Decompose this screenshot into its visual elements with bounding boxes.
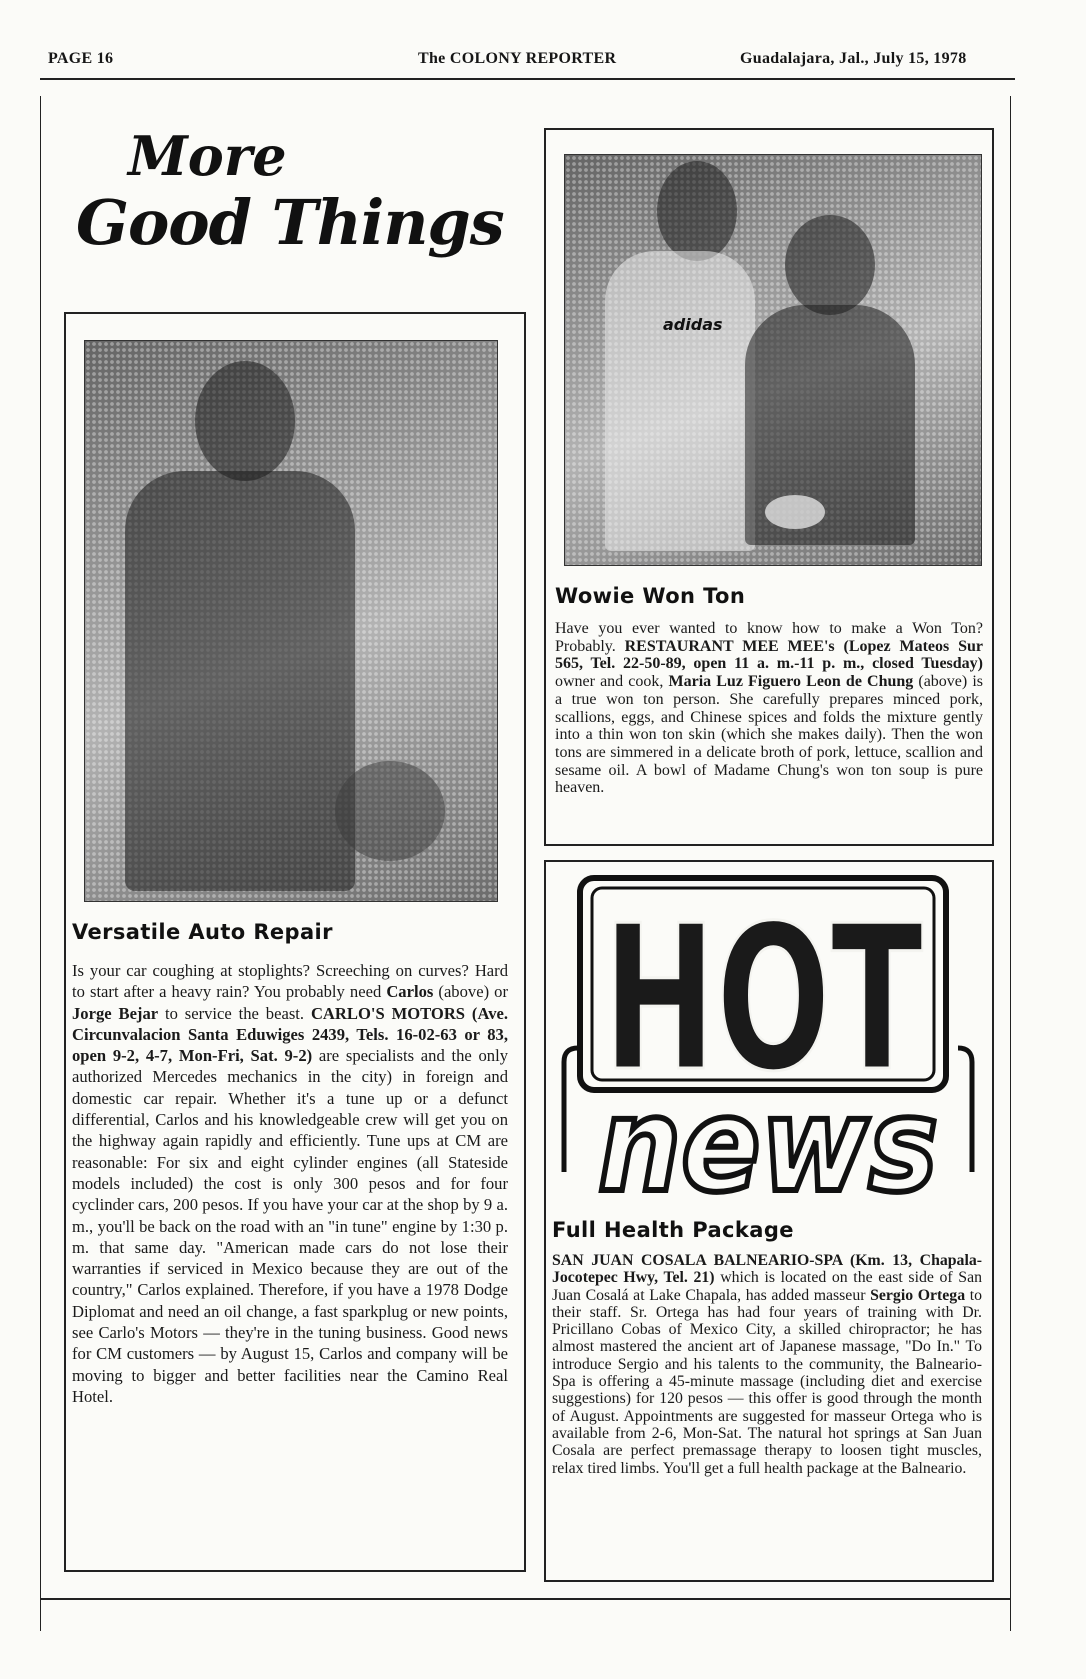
logo-news-text: news — [598, 1069, 938, 1202]
auto-name-carlos: Carlos — [386, 982, 434, 1002]
hotnews-body-mid1: which is located on the east side of San Juan Cosalá at Lake Chapala, has added masseur — [552, 1269, 983, 1304]
auto-repair-heading: Versatile Auto Repair — [72, 920, 333, 944]
shirt-brand-text: adidas — [663, 315, 723, 334]
young-man-head — [657, 161, 737, 261]
wonton-owner-name: Maria Luz Figuero Leon de Chung — [668, 673, 914, 691]
newspaper-name: The COLONY REPORTER — [418, 50, 617, 67]
mechanic-head — [195, 361, 295, 481]
wonton-body-rest: (above) is a true won ton person. She carefully prepares minced pork, scallions, eggs, and Chinese spices and folds the mixture gently into a thin won ton skin (which she makes daily). Then the won tons are simmered in a delicate broth of pork, lettuce, scallion and sesame oil. A bowl of Madame Chung's won ton soup is pure heaven. — [555, 673, 984, 797]
auto-repair-body — [72, 960, 508, 1407]
logo-swoosh-right — [958, 1048, 972, 1172]
photo-mechanic — [84, 340, 498, 902]
hotnews-heading: Full Health Package — [552, 1218, 794, 1242]
dateline: Guadalajara, Jal., July 15, 1978 — [740, 50, 967, 67]
mechanic-body — [125, 471, 355, 891]
hot-news-logo-svg — [558, 872, 978, 1202]
page-number: PAGE 16 — [48, 50, 114, 67]
spa-business-info: SAN JUAN COSALA BALNEARIO-SPA (Km. 13, Chapala-Jocotepec Hwy, Tel. 21) — [552, 1252, 982, 1287]
wonton-heading: Wowie Won Ton — [555, 584, 746, 608]
auto-body-mid1: (above) or — [433, 982, 508, 1002]
auto-business-info: CARLO'S MOTORS (Ave. Circunvalacion Santa Eduwiges 2439, Tels. 16-02-63 or 83, open 9-2, 4-7, Mon-Fri, Sat. 9-2) — [72, 1003, 509, 1066]
left-page-rule — [40, 96, 41, 1631]
logo-hot-text: HOT — [603, 883, 923, 1116]
auto-body-mid2: to service the beast. — [158, 1003, 311, 1023]
wonton-body-intro: Have you ever wanted to know how to make a Won Ton? Probably. — [555, 620, 983, 655]
hotnews-body — [552, 1252, 982, 1477]
auto-body-rest: are specialists and the only authorized Mercedes mechanics in the city) in foreign and domestic car repair. Whether it's a tune up or a defunct differential, Carlos and his knowledgeable crew will get you on the highway again rapidly and efficiently. Tune ups at CM are reasonable: For six and eight cylinder engines (all Stateside models included) the cost is only 300 pesos and for four cyclinder cars, 200 pesos. If you have your car at the shop by 9 a. m., you'll be back on the road with an "in tune" engine by 1:30 p. m. that same day. "American made cars do not lose their warranties if serviced in Mexico because they are out of the country," Carlos explained. Therefore, if you have a 1978 Dodge Diplomat and need an oil change, a fast sparkplug or new points, see Carlo's Motors — they're in the tuning business. Good news for CM customers — by August 15, Carlos and company will be moving to bigger and better facilities near the Camino Real Hotel. — [72, 1046, 508, 1406]
engine-part — [335, 761, 445, 861]
section-title-good-things: Good Things — [76, 186, 504, 259]
auto-name-jorge: Jorge Bejar — [72, 1003, 159, 1023]
footer-rule — [40, 1598, 1011, 1600]
section-title-more: More — [128, 124, 287, 188]
hot-news-logo — [558, 872, 978, 1202]
wonton-body — [555, 620, 983, 797]
photo-wonton-cooks — [564, 154, 982, 566]
logo-swoosh-left — [564, 1048, 578, 1172]
auto-body-intro: Is your car coughing at stoplights? Screeching on curves? Hard to start after a heavy rain? You probably need — [72, 961, 508, 1002]
woman-head — [785, 215, 875, 315]
wonton-business-info: RESTAURANT MEE MEE's (Lopez Mateos Sur 565, Tel. 22-50-89, open 11 a. m.-11 p. m., closed Tuesday) — [555, 637, 984, 673]
young-man-shirt — [605, 251, 755, 551]
masseur-name: Sergio Ortega — [870, 1286, 966, 1304]
wonton-bowl — [765, 495, 825, 529]
header-rule — [40, 78, 1015, 80]
right-page-rule — [1010, 96, 1011, 1631]
wonton-body-mid1: owner and cook, — [555, 673, 669, 691]
hotnews-body-rest: to their staff. Sr. Ortega has had four years of training with Dr. Pricillano Cobas of Mexico City, a skilled chiropractor; he has almost mastered the ancient art of Japanese massage, "Do In." To introduce Sergio and his talents to the community, the Balneario-Spa is offering a 45-minute massage (including diet and exercise suggestions) for 120 pesos — this offer is good through the month of August. Appointments are suggested for masseur Ortega who is available from 2-6, Mon-Sat. The natural hot springs at San Juan Cosala are perfect premassage therapy to loosen tight muscles, relax tired limbs. You'll get a full health package at the Balneario. — [552, 1286, 982, 1477]
